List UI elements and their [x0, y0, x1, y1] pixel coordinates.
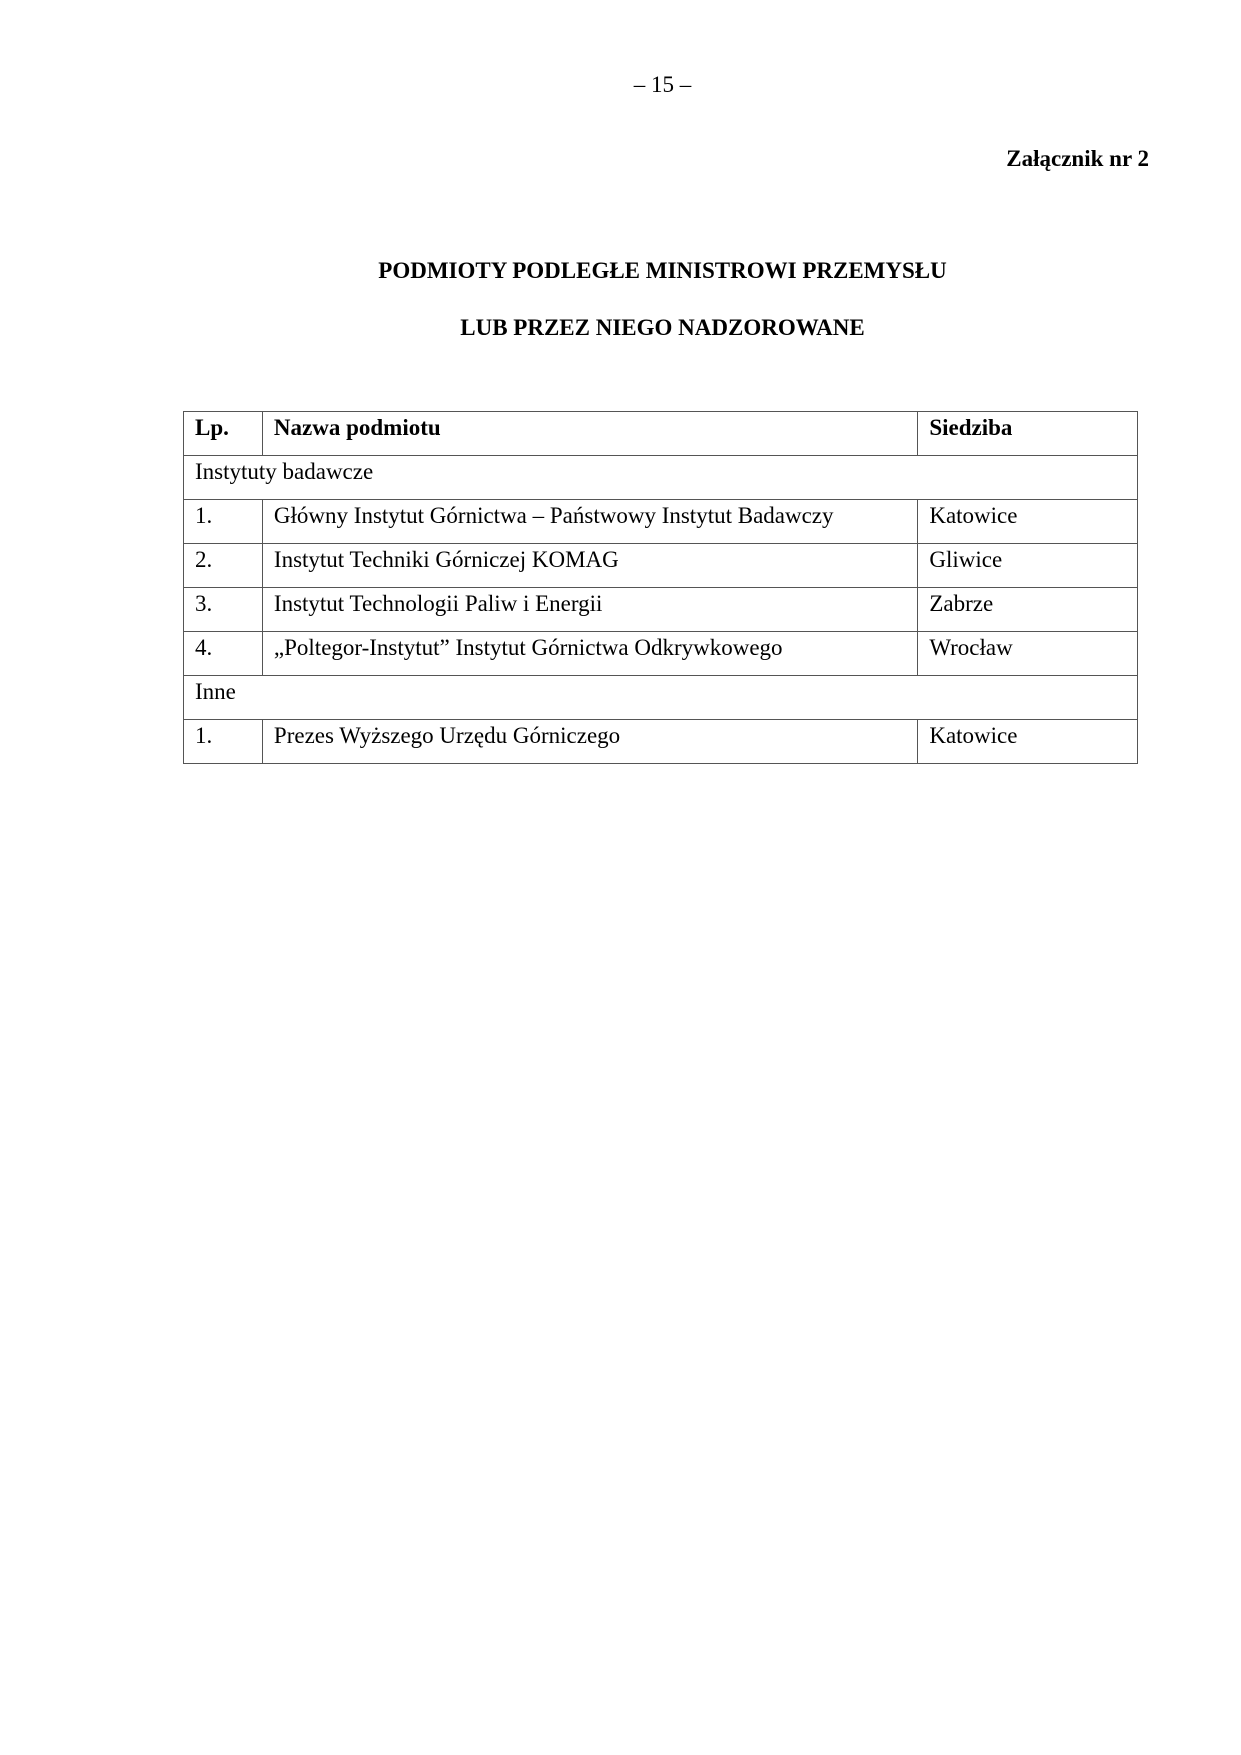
section-row-research-institutes	[184, 456, 1138, 500]
table-row	[184, 588, 1138, 632]
cell-seat: Zabrze	[918, 588, 1138, 632]
table-row	[184, 720, 1138, 764]
cell-name: „Poltegor-Instytut” Instytut Górnictwa Odkrywkowego	[262, 632, 917, 676]
document-title-line-1: PODMIOTY PODLEGŁE MINISTROWI PRZEMYSŁU	[378, 258, 947, 283]
column-header-seat: Siedziba	[918, 412, 1138, 456]
cell-lp: 1.	[184, 500, 263, 544]
cell-seat: Wrocław	[918, 632, 1138, 676]
table-row	[184, 544, 1138, 588]
cell-lp: 4.	[184, 632, 263, 676]
page-number: – 15 –	[633, 72, 692, 97]
column-header-lp: Lp.	[184, 412, 263, 456]
section-row-other	[184, 676, 1138, 720]
section-title: Instytuty badawcze	[184, 456, 1138, 500]
cell-seat: Katowice	[918, 500, 1138, 544]
table-row	[184, 632, 1138, 676]
column-header-name: Nazwa podmiotu	[262, 412, 917, 456]
cell-lp: 2.	[184, 544, 263, 588]
annex-label: Załącznik nr 2	[1006, 146, 1149, 171]
document-title-line-2: LUB PRZEZ NIEGO NADZOROWANE	[460, 315, 865, 340]
cell-seat: Gliwice	[918, 544, 1138, 588]
cell-name: Instytut Techniki Górniczej KOMAG	[262, 544, 917, 588]
cell-name: Prezes Wyższego Urzędu Górniczego	[262, 720, 917, 764]
cell-name: Główny Instytut Górnictwa – Państwowy Instytut Badawczy	[262, 500, 917, 544]
cell-name: Instytut Technologii Paliw i Energii	[262, 588, 917, 632]
cell-lp: 3.	[184, 588, 263, 632]
cell-seat: Katowice	[918, 720, 1138, 764]
entities-table	[183, 411, 1138, 764]
cell-lp: 1.	[184, 720, 263, 764]
table-header-row	[184, 412, 1138, 456]
table-row	[184, 500, 1138, 544]
section-title: Inne	[184, 676, 1138, 720]
